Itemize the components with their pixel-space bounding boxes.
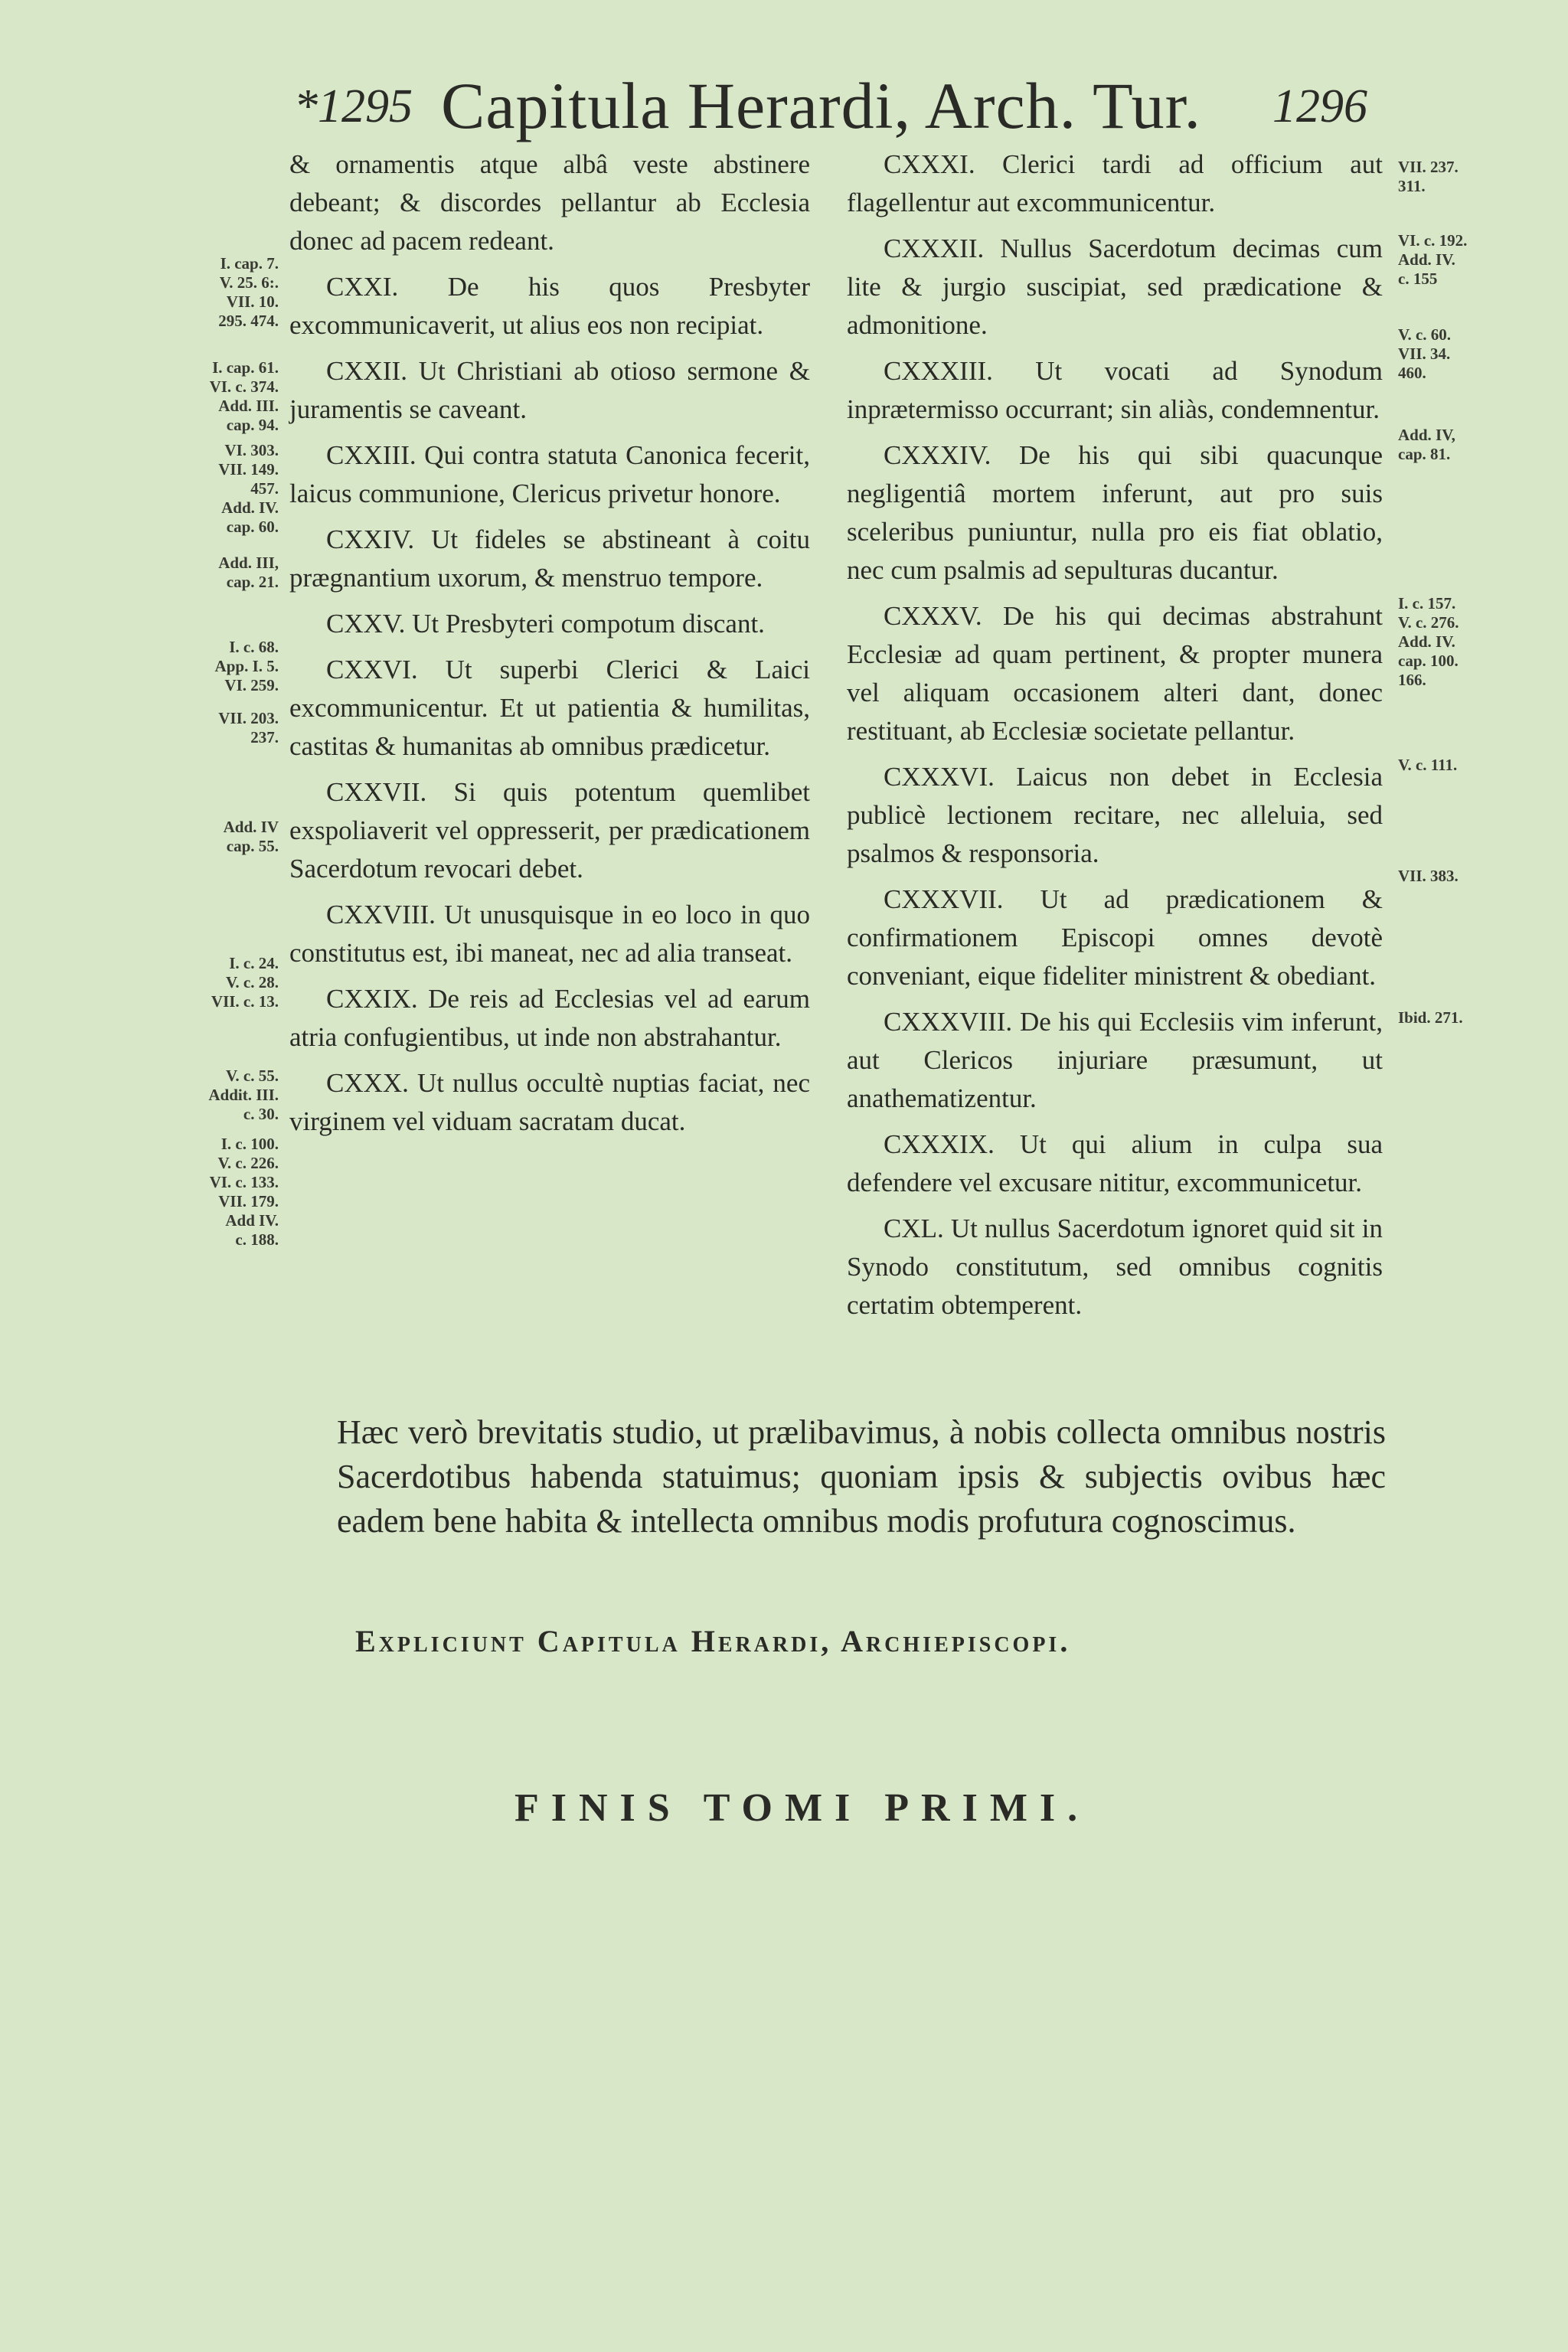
margin-note: cap. 81. — [1398, 445, 1451, 463]
chapter-entry: CXXII. Ut Christiani ab otioso sermone & juramentis se caveant. — [289, 356, 810, 424]
margin-note: VI. c. 192. — [1398, 231, 1468, 250]
margin-note: VI. c. 133. — [209, 1173, 279, 1191]
margin-note: cap. 94. — [226, 416, 279, 434]
margin-note: 460. — [1398, 364, 1426, 382]
margin-note: 295. 474. — [218, 312, 279, 330]
chapter-entry: CXL. Ut nullus Sacerdotum ignoret quid sit in Synodo constitutum, sed omnibus cognitis certatim obtemperent. — [847, 1214, 1383, 1320]
margin-note: cap. 55. — [226, 837, 279, 855]
margin-note: c. 30. — [243, 1105, 279, 1123]
finis-line: FINIS TOMI PRIMI. — [514, 1786, 1090, 1830]
chapter-entry: CXXXIX. Ut qui alium in culpa sua defendere vel excusare nititur, excommunicetur. — [847, 1129, 1383, 1197]
chapter-entry: CXXIV. Ut fideles se abstineant à coitu prægnantium uxorum, & menstruo tempore. — [289, 524, 810, 593]
closing-paragraph — [337, 1410, 1386, 1544]
chapter-entry: CXXVII. Si quis potentum quemlibet exspoliaverit vel oppresserit, per prædicationem Sacerdotum revocari debet. — [289, 777, 810, 884]
chapter-entry: CXXXI. Clerici tardi ad officium aut flagellentur aut excommunicentur. — [847, 149, 1383, 217]
margin-note: V. c. 111. — [1398, 756, 1458, 774]
right-column — [847, 145, 1383, 1332]
margin-note: Add. IV. — [1398, 250, 1455, 269]
chapter-entry: & ornamentis atque albâ veste abstinere debeant; & discordes pellantur ab Ecclesia donec ad pacem redeant. — [289, 149, 810, 256]
margin-note: 166. — [1398, 671, 1426, 689]
margin-note: 457. — [250, 479, 279, 498]
margin-note: I. c. 157. — [1398, 594, 1456, 612]
margin-note: Add. IV. — [1398, 632, 1455, 651]
chapter-entry: CXXVIII. Ut unusquisque in eo loco in quo constitutus est, ibi maneat, nec ad alia transeat. — [289, 900, 810, 968]
margin-note: I. c. 68. — [229, 638, 279, 656]
margin-note: Add. IV. — [221, 498, 279, 517]
margin-note: VII. 383. — [1398, 867, 1459, 885]
left-column — [289, 145, 810, 1148]
margin-note: Add. III. — [218, 397, 279, 415]
chapter-entry: CXXXIV. De his qui sibi quacunque negligentiâ mortem inferunt, aut pro suis sceleribus puniuntur, nulla pro eis fiat oblatio, nec cum psalmis ad sepulturas ducantur. — [847, 440, 1383, 585]
margin-note: VII. c. 13. — [211, 992, 279, 1011]
margin-note: Ibid. 271. — [1398, 1008, 1463, 1027]
margin-note: Add. IV — [223, 818, 279, 836]
chapter-entry: CXXXIII. Ut vocati ad Synodum inprætermisso occurrant; sin aliàs, condemnentur. — [847, 356, 1383, 424]
chapter-entry: CXXIX. De reis ad Ecclesias vel ad earum atria confugientibus, ut inde non abstrahantur. — [289, 984, 810, 1052]
margin-note: VI. 303. — [224, 441, 279, 459]
margin-note: I. cap. 61. — [212, 358, 279, 377]
margin-note: 237. — [250, 728, 279, 746]
page-number-left: *1295 — [294, 80, 413, 132]
margin-note: Add. IV, — [1398, 426, 1455, 444]
margin-note: I. c. 100. — [220, 1135, 279, 1153]
margin-note: V. c. 28. — [225, 973, 279, 991]
margin-note: V. c. 226. — [217, 1154, 279, 1172]
explicit-line: Expliciunt Capitula Herardi, Archiepiscopi. — [355, 1624, 1071, 1658]
margin-note: cap. 60. — [226, 518, 279, 536]
left-margin-notes — [164, 254, 279, 1250]
margin-note: Add. III, — [218, 554, 279, 572]
chapter-entry: CXXVI. Ut superbi Clerici & Laici excommunicentur. Et ut patientia & humilitas, castitas & humanitas ab omnibus prædicetur. — [289, 655, 810, 761]
running-title: Capitula Herardi, Arch. Tur. — [441, 69, 1202, 142]
margin-note: VII. 237. — [1398, 158, 1459, 176]
chapter-entry: CXXXVIII. De his qui Ecclesiis vim inferunt, aut Clericos injuriare præsumunt, ut anathematizentur. — [847, 1007, 1383, 1113]
margin-note: Addit. III. — [208, 1086, 279, 1104]
margin-note: App. I. 5. — [214, 657, 279, 675]
margin-note: cap. 21. — [226, 573, 279, 591]
margin-note: VII. 34. — [1398, 345, 1451, 363]
margin-note: I. cap. 7. — [220, 254, 279, 273]
closing-text: Hæc verò brevitatis studio, ut prælibavimus, à nobis collecta omnibus nostris Sacerdotibus habenda statuimus; quoniam ipsis & subjectis ovibus hæc eadem bene habita & intellecta omnibus modis profutura cognoscimus. — [337, 1413, 1386, 1540]
chapter-entry: CXXIII. Qui contra statuta Canonica fecerit, laicus communione, Clericus privetur honore. — [289, 440, 810, 508]
page-number-right: 1296 — [1272, 80, 1367, 132]
margin-note: cap. 100. — [1398, 652, 1459, 670]
margin-note: c. 188. — [235, 1230, 279, 1249]
margin-note: V. c. 276. — [1398, 613, 1459, 632]
margin-note: VII. 179. — [218, 1192, 279, 1210]
margin-note: 311. — [1398, 177, 1426, 195]
margin-note: VII. 149. — [218, 460, 279, 479]
margin-note: V. c. 55. — [225, 1067, 279, 1085]
margin-note: Add IV. — [225, 1211, 279, 1230]
chapter-entry: CXXV. Ut Presbyteri compotum discant. — [326, 609, 765, 639]
chapter-entry: CXXXV. De his qui decimas abstrahunt Ecclesiæ ad quam pertinent, & propter munera vel aliquam occasionem alteri dant, donec restituant, ab Ecclesiæ societate pellantur. — [847, 601, 1383, 746]
page-header — [288, 67, 1390, 144]
margin-note: VII. 203. — [218, 709, 279, 727]
margin-note: I. c. 24. — [229, 954, 279, 972]
margin-note: VII. 10. — [226, 292, 279, 311]
margin-note: VI. 259. — [224, 676, 279, 694]
chapter-entry: CXXI. De his quos Presbyter excommunicaverit, ut alius eos non recipiat. — [289, 272, 810, 340]
chapter-entry: CXXXVI. Laicus non debet in Ecclesia publicè lectionem recitare, nec alleluia, sed psalmos & responsoria. — [847, 762, 1383, 868]
right-margin-notes — [1398, 158, 1521, 1027]
chapter-entry: CXXXII. Nullus Sacerdotum decimas cum lite & jurgio suscipiat, sed prædicatione & admonitione. — [847, 234, 1383, 340]
chapter-entry: CXXX. Ut nullus occultè nuptias faciat, nec virginem vel viduam sacratam ducat. — [289, 1068, 810, 1136]
margin-note: V. 25. 6:. — [219, 273, 279, 292]
margin-note: c. 155 — [1398, 270, 1438, 288]
margin-note: V. c. 60. — [1398, 325, 1452, 344]
margin-note: VI. c. 374. — [209, 377, 279, 396]
chapter-entry: CXXXVII. Ut ad prædicationem & confirmationem Episcopi omnes devotè conveniant, eique fideliter ministrent & obediant. — [847, 884, 1383, 991]
